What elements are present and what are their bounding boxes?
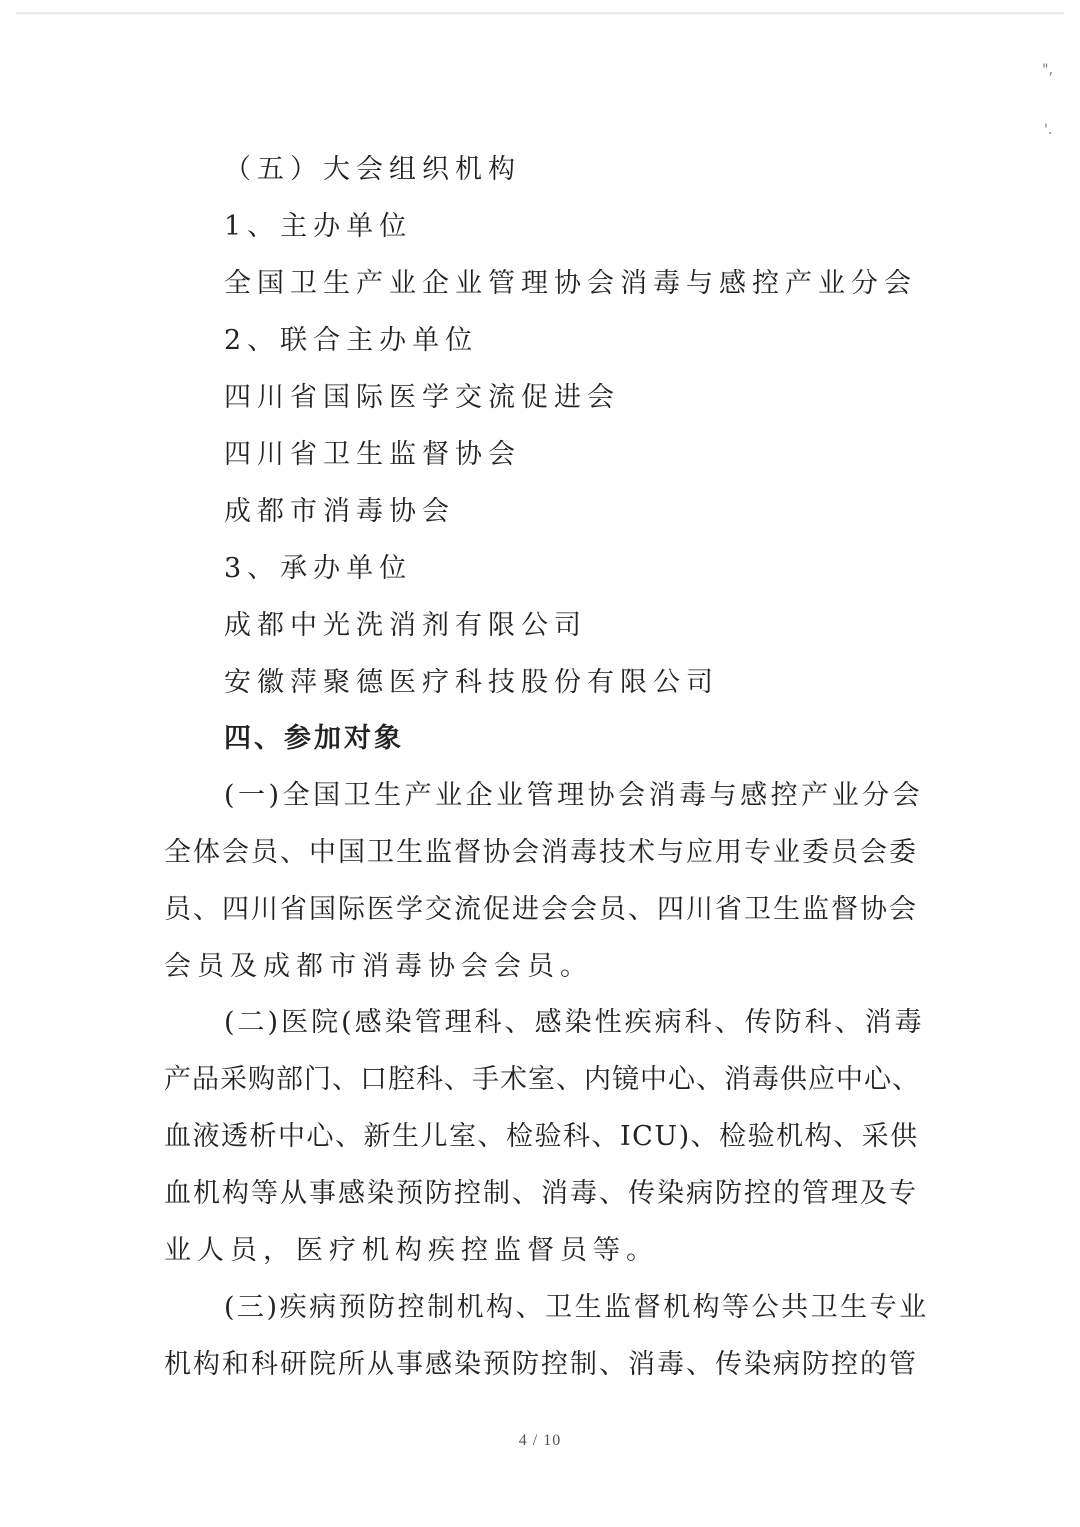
- participants-3-line: (三)疾病预防控制机构、卫生监督机构等公共卫生专业: [224, 1292, 929, 1323]
- participants-1-line: 员、四川省国际医学交流促进会会员、四川省卫生监督协会: [164, 894, 918, 925]
- co-organizer-item: 四川省国际医学交流促进会: [224, 382, 620, 413]
- section-4-heading: 四、参加对象: [224, 723, 404, 754]
- organizer-name: 全国卫生产业企业管理协会消毒与感控产业分会: [224, 268, 917, 299]
- participants-2-line: (二)医院(感染管理科、感染性疾病科、传防科、消毒: [224, 1007, 925, 1038]
- page-number: 4 / 10: [518, 1432, 562, 1449]
- participants-2-line: 产品采购部门、口腔科、手术室、内镜中心、消毒供应中心、: [164, 1064, 920, 1095]
- co-organizer-item: 四川省卫生监督协会: [224, 439, 521, 470]
- participants-1-line: 全体会员、中国卫生监督协会消毒技术与应用专业委员会委: [164, 837, 918, 868]
- co-organizer-heading: 2、联合主办单位: [224, 325, 479, 356]
- participants-2-line: 业人员，医疗机构疾控监督员等。: [164, 1235, 659, 1266]
- section-5-heading: （五）大会组织机构: [224, 154, 521, 185]
- participants-2-line: 血机构等从事感染预防控制、消毒、传染病防控的管理及专: [164, 1178, 918, 1209]
- undertaker-item: 成都中光洗消剂有限公司: [224, 610, 587, 641]
- participants-2-line: 血液透析中心、新生儿室、检验科、ICU)、检验机构、采供: [164, 1121, 919, 1152]
- undertaker-item: 安徽萍聚德医疗科技股份有限公司: [224, 667, 719, 698]
- scan-speck: '.: [1044, 122, 1053, 138]
- participants-1-line: (一)全国卫生产业企业管理协会消毒与感控产业分会: [224, 780, 924, 811]
- scan-speck: "‚: [1042, 62, 1053, 78]
- participants-1-line: 会员及成都市消毒协会会员。: [164, 951, 593, 982]
- participants-3-line: 机构和科研院所从事感染预防控制、消毒、传染病防控的管: [164, 1349, 918, 1380]
- co-organizer-item: 成都市消毒协会: [224, 496, 455, 527]
- organizer-heading: 1、主办单位: [224, 211, 413, 242]
- undertaker-heading: 3、承办单位: [224, 553, 413, 584]
